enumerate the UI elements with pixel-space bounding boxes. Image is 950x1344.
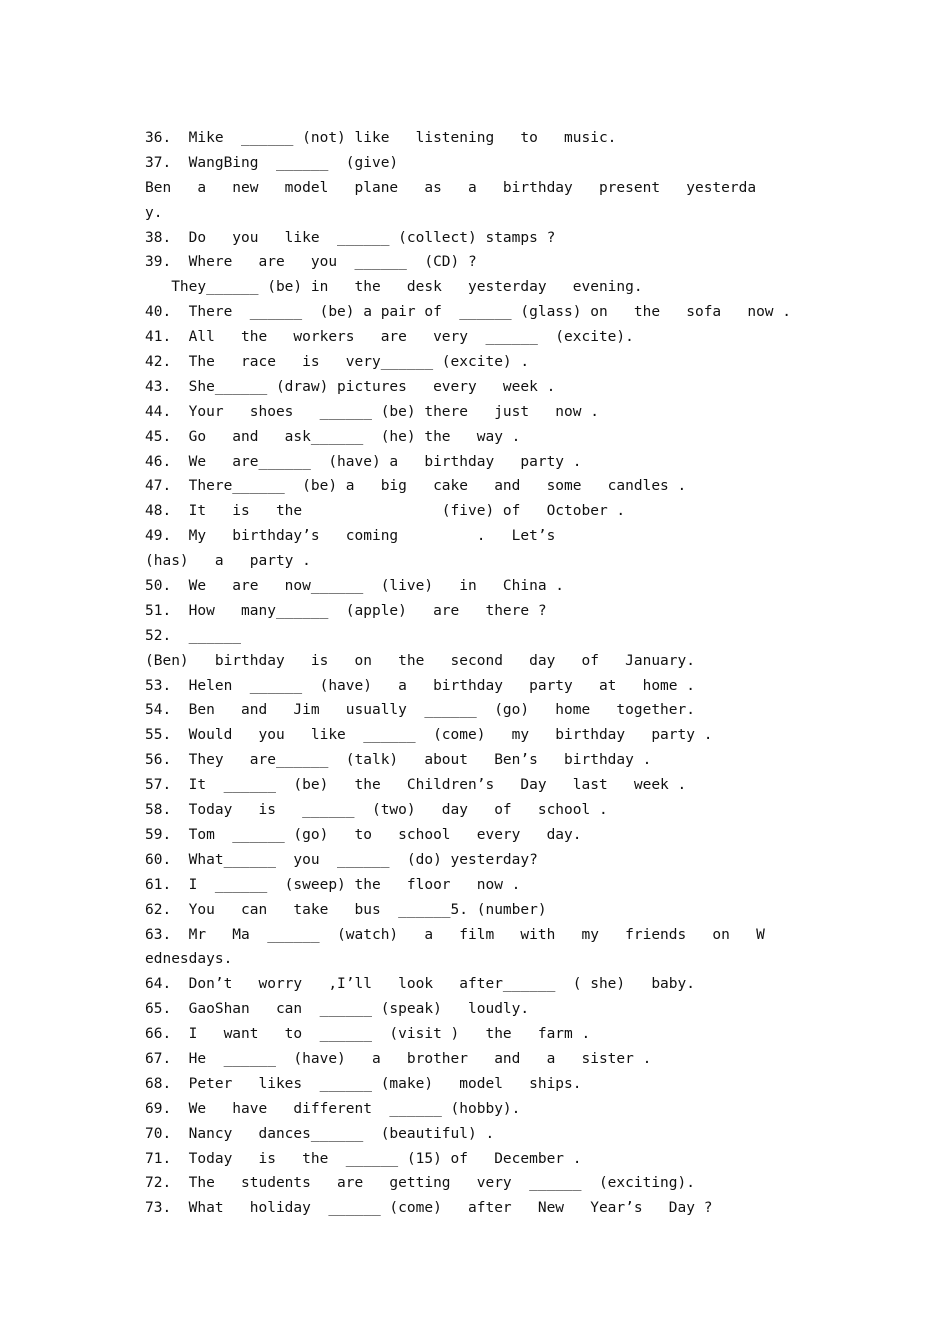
exercise-line: 62. You can take bus ______5. (number) [145, 901, 547, 918]
exercise-line: 70. Nancy dances______ (beautiful) . [145, 1125, 495, 1142]
exercise-line: 66. I want to ______ (visit ) the farm . [145, 1026, 591, 1043]
exercise-line: 68. Peter likes ______ (make) model ships. [145, 1075, 582, 1092]
exercise-line: 45. Go and ask______ (he) the way . [145, 428, 521, 445]
exercise-line: 41. All the workers are very ______ (excite). [145, 329, 634, 346]
exercise-line: (Ben) birthday is on the second day of January. [145, 652, 695, 669]
exercise-line: 63. Mr Ma ______ (watch) a film with my friends on W [145, 926, 765, 943]
exercise-line: They______ (be) in the desk yesterday evening. [145, 279, 643, 296]
exercise-line: 48. It is the (five) of October . [145, 503, 626, 520]
exercise-line: 36. Mike ______ (not) like listening to music. [145, 130, 617, 146]
exercise-line: 46. We are______ (have) a birthday party . [145, 453, 582, 470]
exercise-line: 38. Do you like ______ (collect) stamps ? [145, 229, 556, 246]
exercise-line: 39. Where are you ______ (CD) ? [145, 254, 477, 271]
exercise-line: 54. Ben and Jim usually ______ (go) home together. [145, 702, 695, 719]
exercise-line: 59. Tom ______ (go) to school every day. [145, 826, 582, 843]
exercise-line: 60. What______ you ______ (do) yesterday? [145, 851, 538, 868]
exercise-line: 61. I ______ (sweep) the floor now . [145, 876, 521, 893]
exercise-line: 40. There ______ (be) a pair of ______ (glass) on the sofa now . [145, 304, 792, 321]
exercise-line: 44. Your shoes ______ (be) there just now . [145, 403, 599, 420]
exercise-line: 53. Helen ______ (have) a birthday party at home . [145, 677, 695, 694]
exercise-line: 55. Would you like ______ (come) my birthday party . [145, 727, 713, 744]
exercise-line: (has) a party . [145, 553, 311, 570]
exercise-line: 67. He ______ (have) a brother and a sister . [145, 1050, 652, 1067]
exercise-line: 65. GaoShan can ______ (speak) loudly. [145, 1001, 530, 1018]
exercise-line: 73. What holiday ______ (come) after New Year’s Day ? [145, 1200, 713, 1217]
exercise-line: 51. How many______ (apple) are there ? [145, 602, 547, 619]
exercise-line: 57. It ______ (be) the Children’s Day last week . [145, 777, 687, 794]
exercise-line: ednesdays. [145, 951, 233, 968]
exercise-line: 43. She______ (draw) pictures every week . [145, 378, 556, 395]
exercise-line: 47. There______ (be) a big cake and some candles . [145, 478, 687, 495]
exercise-line: 69. We have different ______ (hobby). [145, 1100, 521, 1117]
exercise-line: 58. Today is ______ (two) day of school . [145, 802, 608, 819]
exercise-line: 50. We are now______ (live) in China . [145, 578, 565, 595]
exercise-line: y. [145, 204, 163, 221]
exercise-line: Ben a new model plane as a birthday present yesterda [145, 179, 757, 196]
exercise-line: 52. ______ [145, 627, 242, 644]
exercise-line: 71. Today is the ______ (15) of December . [145, 1150, 582, 1167]
exercise-line: 72. The students are getting very ______ (exciting). [145, 1175, 695, 1192]
exercise-line: 42. The race is very______ (excite) . [145, 354, 530, 371]
exercise-line: 37. WangBing ______ (give) [145, 154, 399, 171]
exercise-line: 56. They are______ (talk) about Ben’s birthday . [145, 752, 652, 769]
exercise-list [145, 126, 810, 1221]
exercise-line: 49. My birthday’s coming . Let’s [145, 528, 556, 545]
exercise-line: 64. Don’t worry ,I’ll look after______ ( she) baby. [145, 976, 695, 993]
